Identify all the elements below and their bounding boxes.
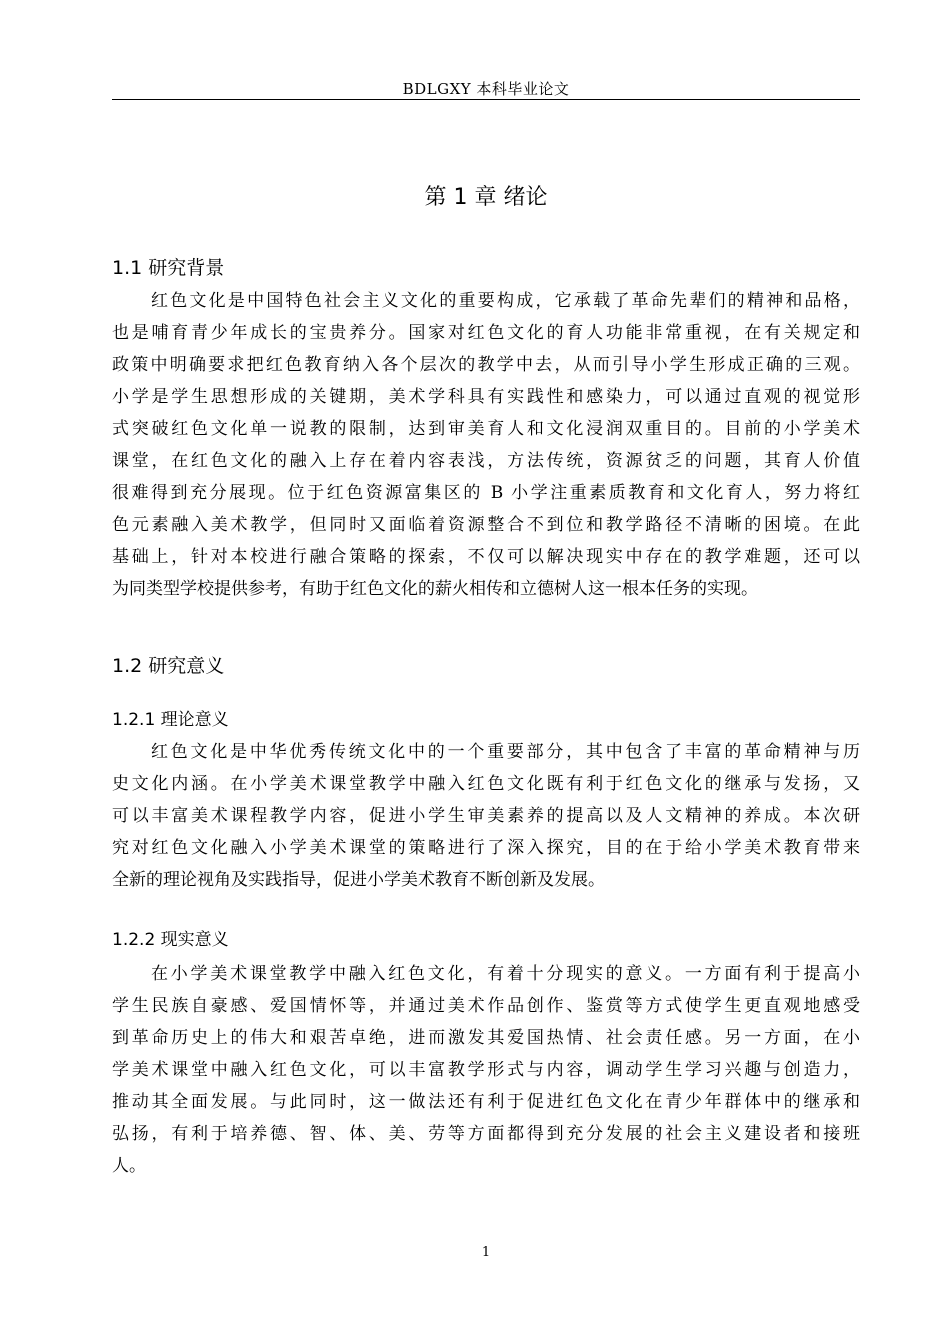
paragraph-line: 学生民族自豪感、爱国情怀等，并通过美术作品创作、鉴赏等方式使学生更直观地感受 — [112, 996, 860, 1016]
paragraph-theoretical-significance — [112, 736, 860, 896]
paragraph-line: 色元素融入美术教学，但同时又面临着资源整合不到位和教学路径不清晰的困境。在此 — [112, 515, 860, 535]
paragraph-line: 也是哺育青少年成长的宝贵养分。国家对红色文化的育人功能非常重视，在有关规定和 — [112, 323, 860, 343]
paragraph-line: 到革命历史上的伟大和艰苦卓绝，进而激发其爱国热情、社会责任感。另一方面，在小 — [112, 1028, 860, 1048]
header-rule — [112, 99, 860, 100]
paragraph-line: 全新的理论视角及实践指导，促进小学美术教育不断创新及发展。 — [112, 870, 605, 890]
paragraph-line: 为同类型学校提供参考，有助于红色文化的薪火相传和立德树人这一根本任务的实现。 — [112, 579, 758, 599]
paragraph-line: 弘扬，有利于培养德、智、体、美、劳等方面都得到充分发展的社会主义建设者和接班 — [112, 1124, 860, 1144]
paragraph-line: 红色文化是中华优秀传统文化中的一个重要部分，其中包含了丰富的革命精神与历 — [151, 742, 860, 762]
paragraph-line: 人。 — [112, 1156, 146, 1176]
paragraph-line: 式突破红色文化单一说教的限制，达到审美育人和文化浸润双重目的。目前的小学美术 — [112, 419, 860, 439]
page-number: 1 — [481, 1245, 491, 1260]
paragraph-line: 在小学美术课堂教学中融入红色文化，有着十分现实的意义。一方面有利于提高小 — [151, 964, 860, 984]
paragraph-line: 基础上，针对本校进行融合策略的探索，不仅可以解决现实中存在的教学难题，还可以 — [112, 547, 860, 567]
header-title: BDLGXY 本科毕业论文 — [402, 80, 570, 98]
paragraph-practical-significance — [112, 958, 860, 1182]
paragraph-line: 课堂，在红色文化的融入上存在着内容表浅，方法传统，资源贫乏的问题，其育人价值 — [112, 451, 860, 471]
paragraph-line: 政策中明确要求把红色教育纳入各个层次的教学中去，从而引导小学生形成正确的三观。 — [112, 355, 860, 375]
chapter-title: 第 1 章 绪论 — [424, 185, 548, 210]
paragraph-line: 红色文化是中国特色社会主义文化的重要构成，它承载了革命先辈们的精神和品格， — [151, 291, 860, 311]
paragraph-line: 可以丰富美术课程教学内容，促进小学生审美素养的提高以及人文精神的养成。本次研 — [112, 806, 860, 826]
paragraph-line: 史文化内涵。在小学美术课堂教学中融入红色文化既有利于红色文化的继承与发扬，又 — [112, 774, 860, 794]
section-heading-research-background: 1.1 研究背景 — [112, 257, 225, 279]
paragraph-line: 学美术课堂中融入红色文化，可以丰富教学形式与内容，调动学生学习兴趣与创造力， — [112, 1060, 860, 1080]
paragraph-line: 推动其全面发展。与此同时，这一做法还有利于促进红色文化在青少年群体中的继承和 — [112, 1092, 860, 1112]
subsection-heading-practical-significance: 1.2.2 现实意义 — [112, 930, 229, 950]
subsection-heading-theoretical-significance: 1.2.1 理论意义 — [112, 710, 229, 730]
paragraph-line: 小学是学生思想形成的关键期，美术学科具有实践性和感染力，可以通过直观的视觉形 — [112, 387, 860, 407]
paragraph-line: 很难得到充分展现。位于红色资源富集区的 B 小学注重素质教育和文化育人，努力将红 — [112, 483, 860, 503]
section-heading-research-significance: 1.2 研究意义 — [112, 655, 225, 677]
paragraph-research-background — [112, 285, 860, 605]
paragraph-line: 究对红色文化融入小学美术课堂的策略进行了深入探究，目的在于给小学美术教育带来 — [112, 838, 860, 858]
